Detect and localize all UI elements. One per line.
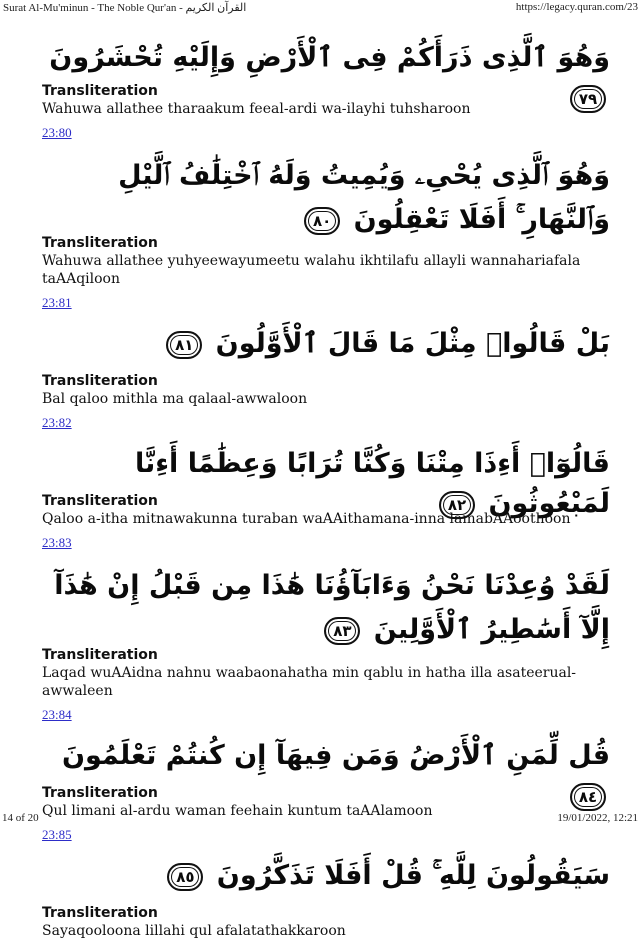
verse-80 <box>42 124 616 288</box>
ayah-number-marker: ٨٥ <box>167 863 203 891</box>
ayah-number-marker: ٨٠ <box>304 207 340 235</box>
transliteration-text: Wahuwa allathee yuhyeewayumeetu walahu ikhtilafu allayli wannahariafala taAAqiloon <box>42 253 581 287</box>
arabic-verse-text <box>42 844 616 904</box>
transliteration-text: Qaloo a-itha mitnawakunna turaban waAAithamana-inna lamabAAoothoon <box>42 511 571 527</box>
verse-ref-link[interactable]: 23:82 <box>42 415 72 430</box>
arabic-text: وَهُوَ ٱلَّذِى ذَرَأَكُمْ فِى ٱلْأَرْضِ وَإِلَيْهِ تُحْشَرُونَ <box>49 42 610 73</box>
print-header-url: https://legacy.quran.com/23 <box>515 1 638 13</box>
arabic-verse-text <box>42 552 616 646</box>
verse-ref-link[interactable]: 23:84 <box>42 707 72 722</box>
print-header <box>0 0 638 16</box>
arabic-text: وَهُوَ ٱلَّذِى يُحْىِۦ وَيُمِيتُ وَلَهُ ٱخْتِلَٰفُ ٱلَّيْلِ وَٱلنَّهَارِ ۚ أَفَلَا تَعْقِلُونَ <box>118 160 610 235</box>
arabic-text: قُل لِّمَنِ ٱلْأَرْضُ وَمَن فِيهَآ إِن كُنتُمْ تَعْلَمُونَ <box>61 740 610 771</box>
print-footer <box>0 810 638 826</box>
verse-ref-link[interactable]: 23:85 <box>42 827 72 842</box>
ayah-number-marker: ٨٤ <box>570 783 606 811</box>
ayah-number-marker: ٧٩ <box>570 85 606 113</box>
transliteration-text: Laqad wuAAidna nahnu waabaonahatha min qablu in hatha illa asateerual-awwaleen <box>42 665 577 699</box>
ayah-number-marker: ٨٣ <box>324 617 360 645</box>
transliteration-label: Transliteration <box>42 373 158 389</box>
transliteration-label: Transliteration <box>42 785 158 801</box>
transliteration-text: Sayaqooloona lillahi qul afalatathakkaroon <box>42 923 346 939</box>
transliteration-label: Transliteration <box>42 83 158 99</box>
arabic-text: لَقَدْ وُعِدْنَا نَحْنُ وَءَابَآؤُنَا هَٰذَا مِن قَبْلُ إِنْ هَٰذَآ إِلَّآ أَسَٰطِيرُ ٱلْأَوَّلِينَ <box>54 570 610 645</box>
print-header-title: Surat Al-Mu'minun - The Noble Qur'an - القرآن الكريم <box>3 2 247 14</box>
verse-84 <box>42 706 616 820</box>
page-number: 14 of 20 <box>2 812 39 824</box>
transliteration-label: Transliteration <box>42 235 158 251</box>
arabic-verse-text <box>42 312 616 372</box>
verse-85 <box>42 826 616 940</box>
arabic-text: قَالُوٓا۟ أَءِذَا مِتْنَا وَكُنَّا تُرَابًا وَعِظَٰمًا أَءِنَّا لَمَبْعُوثُونَ <box>134 448 610 519</box>
verse-ref-link[interactable]: 23:81 <box>42 295 72 310</box>
verse-82 <box>42 414 616 528</box>
verse-ref-link[interactable]: 23:83 <box>42 535 72 550</box>
transliteration-text: Bal qaloo mithla ma qalaal-awwaloon <box>42 391 308 407</box>
verse-81 <box>42 294 616 408</box>
transliteration-label: Transliteration <box>42 647 158 663</box>
verse-83 <box>42 534 616 700</box>
ayah-number-marker: ٨١ <box>166 331 202 359</box>
page-content <box>42 24 616 940</box>
transliteration-label: Transliteration <box>42 905 158 921</box>
ayah-number-marker: ٨٢ <box>439 491 475 519</box>
verse-ref-link[interactable]: 23:80 <box>42 125 72 140</box>
arabic-verse-text <box>42 142 616 234</box>
transliteration-text: Wahuwa allathee tharaakum feeal-ardi wa-ilayhi tuhsharoon <box>42 101 471 117</box>
print-datetime: 19/01/2022, 12:21 <box>557 812 638 824</box>
verse-79 <box>42 24 616 118</box>
arabic-text: سَيَقُولُونَ لِلَّهِ ۚ قُلْ أَفَلَا تَذَكَّرُونَ <box>216 860 610 891</box>
transliteration-label: Transliteration <box>42 493 158 509</box>
arabic-text: بَلْ قَالُوا۟ مِثْلَ مَا قَالَ ٱلْأَوَّلُونَ <box>215 328 610 359</box>
transliteration-text: Qul limani al-ardu waman feehain kuntum taAAlamoon <box>42 803 433 819</box>
